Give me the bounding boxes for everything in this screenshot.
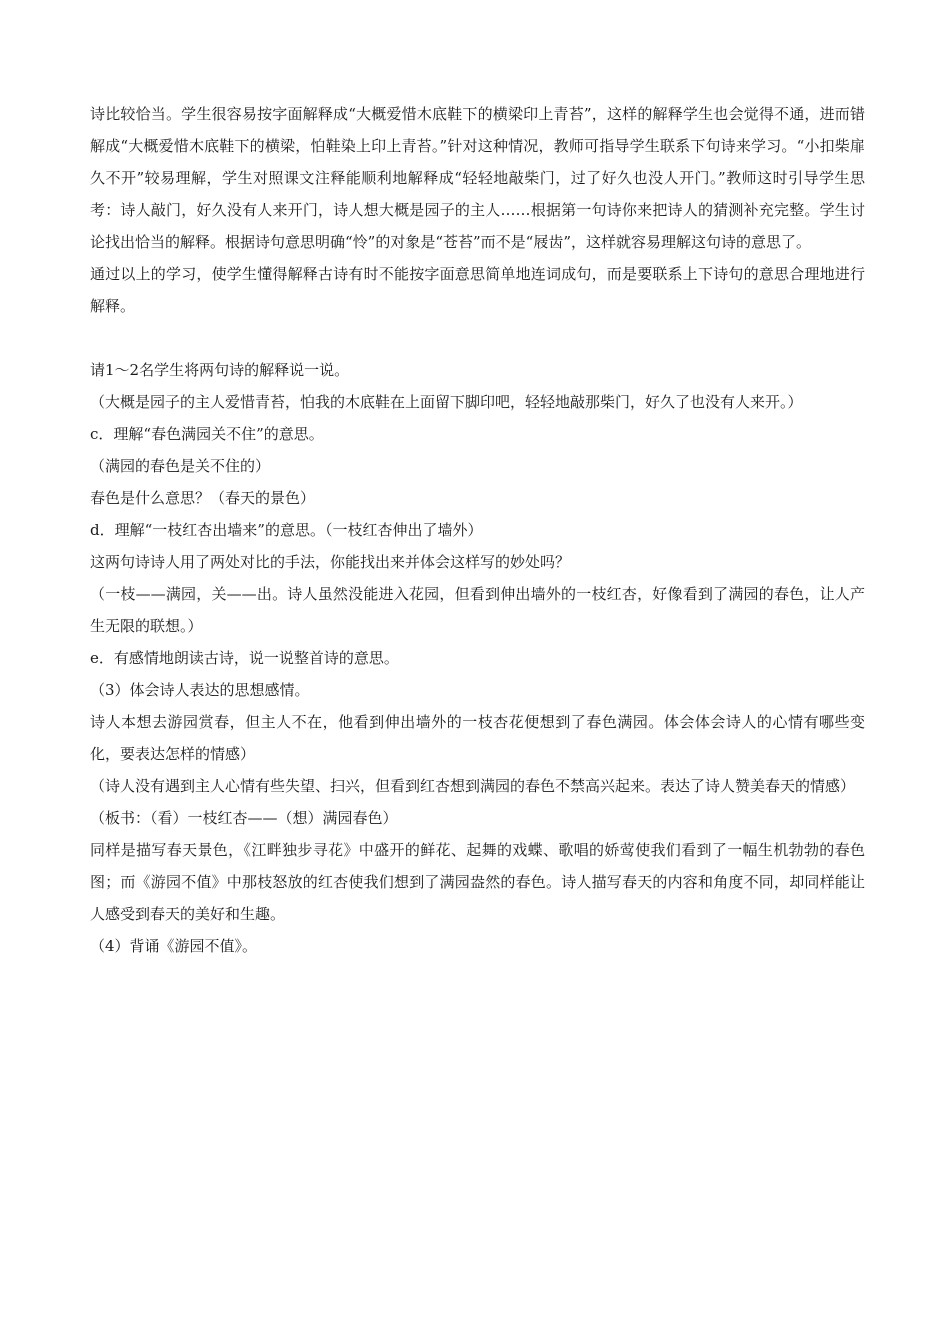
paragraph-explanation-answer: （大概是园子的主人爱惜青苔，怕我的木底鞋在上面留下脚印吧，轻轻地敲那柴门，好久了也没有人来开。） [90,393,803,411]
paragraph-comparison: 同样是描写春天景色，《江畔独步寻花》中盛开的鲜花、起舞的戏蝶、歌唱的娇莺使我们看到了一幅生机勃勃的春色图；而《游园不值》中那枝怒放的红杏使我们想到了满园盎然的春色。诗人描写春天的内容和角度不同，却同样能让人感受到春天的美好和生趣。 [90,841,865,923]
document-body [90,98,865,962]
paragraph-contrast-answer: （一枝——满园，关——出。诗人虽然没能进入花园，但看到伸出墙外的一枝红杏，好像看到了满园的春色，让人产生无限的联想。） [90,585,865,635]
paragraph-step-e: e．有感情地朗读古诗，说一说整首诗的意思。 [90,649,399,667]
paragraph-step-c: c．理解“春色满园关不住”的意思。 [90,425,324,443]
paragraph-step-d: d．理解“一枝红杏出墙来”的意思。（一枝红杏伸出了墙外） [90,521,483,539]
paragraph-contrast-question: 这两句诗诗人用了两处对比的手法，你能找出来并体会这样写的妙处吗？ [90,553,571,571]
paragraph-student-task: 请1～2名学生将两句诗的解释说一说。 [90,361,350,379]
paragraph-section-3: （3）体会诗人表达的思想感情。 [90,681,310,699]
paragraph-blackboard: （板书：（看）一枝红杏——（想）满园春色） [90,809,398,827]
paragraph-emotion-answer: （诗人没有遇到主人心情有些失望、扫兴，但看到红杏想到满园的春色不禁高兴起来。表达了诗人赞美春天的情感） [90,777,856,795]
paragraph-spring-meaning: 春色是什么意思？（春天的景色） [90,489,316,507]
paragraph-step-c-answer: （满园的春色是关不住的） [90,457,271,475]
paragraph-section-4: （4）背诵《游园不值》。 [90,937,258,955]
paragraph-poem-explanation: 诗比较恰当。学生很容易按字面解释成“大概爱惜木底鞋下的横梁印上青苔”，这样的解释学生也会觉得不通，进而错解成“大概爱惜木底鞋下的横梁，怕鞋染上印上青苔。”针对这种情况，教师可指导学生联系下句诗来学习。“小扣柴扉久不开”较易理解，学生对照课文注释能顺利地解释成“轻轻地敲柴门，过了好久也没人开门。”教师这时引导学生思考：诗人敲门，好久没有人来开门，诗人想大概是园子的主人……根据第一句诗你来把诗人的猜测补充完整。学生讨论找出恰当的解释。根据诗句意思明确“怜”的对象是“苍苔”而不是“屐齿”，这样就容易理解这句诗的意思了。 [90,105,865,251]
paragraph-gap [90,322,865,354]
paragraph-learning-summary: 通过以上的学习，使学生懂得解释古诗有时不能按字面意思简单地连词成句，而是要联系上下诗句的意思合理地进行解释。 [90,265,865,315]
paragraph-poet-emotion: 诗人本想去游园赏春，但主人不在，他看到伸出墙外的一枝杏花便想到了春色满园。体会体会诗人的心情有哪些变化，要表达怎样的情感） [90,713,865,763]
